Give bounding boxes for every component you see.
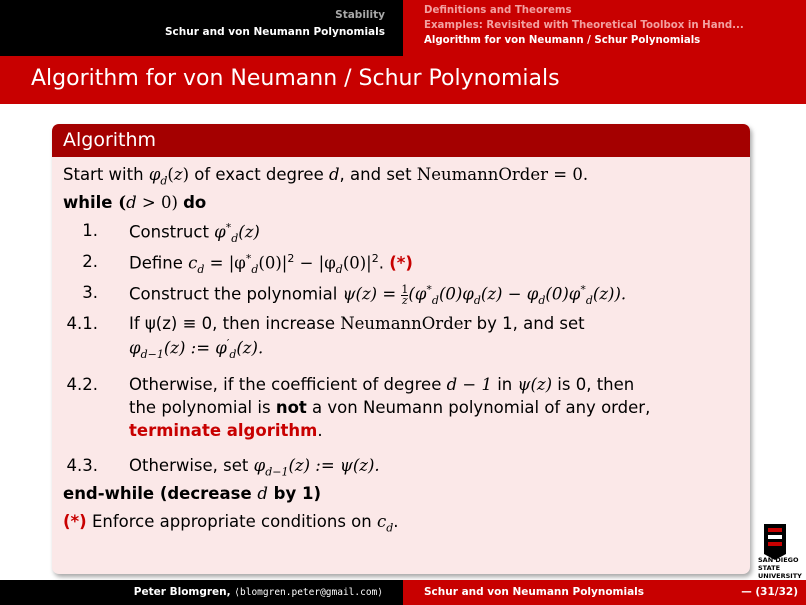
step-4-3-number: 4.3. — [66, 456, 98, 475]
step-4-3: Otherwise, set $\varphi_{d-1}(z)$ := ψ(z). — [129, 456, 380, 479]
step-4-2-line-3: terminate algorithm. — [129, 421, 323, 440]
header — [0, 0, 806, 56]
while-line: while (d > 0) do — [63, 193, 207, 212]
step-4-1-line-2: $\varphi_{d-1}(z)$ := $\varphi'_d(z)$. — [129, 337, 264, 361]
step-4-2-line-1: Otherwise, if the coefficient of degree d − 1 in ψ(z) is 0, then — [129, 375, 635, 394]
step-1: Construct $\varphi^*_d(z)$ — [129, 221, 260, 245]
footer-right — [403, 580, 806, 605]
footnote-line: (*) Enforce appropriate conditions on $c_d$. — [63, 512, 399, 535]
header-section[interactable]: Stability — [335, 9, 385, 21]
header-left — [0, 0, 403, 56]
step-3: Construct the polynomial ψ(z) = $\frac{1}{z}$ $(\varphi^*_d(0)\varphi_d(z) - \varphi_d(0)\varphi^*_d(z))$. — [129, 282, 627, 307]
header-subsection[interactable]: Schur and von Neumann Polynomials — [164, 26, 385, 38]
page-number: — (31/32) — [741, 586, 798, 598]
start-line: Start with $\varphi_d(z)$ of exact degree d, and set NeumannOrder = 0. — [63, 165, 589, 188]
nav-item-algorithm[interactable]: Algorithm for von Neumann / Schur Polynomials — [424, 35, 701, 46]
nav-item-examples[interactable]: Examples: Revisited with Theoretical Toolbox in Hand... — [424, 20, 744, 31]
step-4-1-line-1: If ψ(z) ≡ 0, then increase NeumannOrder by 1, and set — [129, 314, 585, 333]
footer-left — [0, 580, 403, 605]
footnote-mark: (*) — [389, 253, 413, 273]
frame-title: Algorithm for von Neumann / Schur Polynomials — [31, 66, 560, 91]
university-logo-text: SAN DIEGO STATE UNIVERSITY — [758, 556, 802, 580]
step-4-1-number: 4.1. — [66, 314, 98, 333]
footer-author: Peter Blomgren, ⟨blomgren.peter@gmail.com⟩ — [133, 586, 383, 598]
step-4-2-number: 4.2. — [66, 375, 98, 394]
nav-item-definitions[interactable]: Definitions and Theorems — [424, 5, 572, 16]
end-while-line: end-while (decrease d by 1) — [63, 484, 322, 503]
footer-title: Schur and von Neumann Polynomials — [424, 586, 645, 598]
step-2: Define $c_d = |\varphi^*_d(0)|^2 - |\varphi_d(0)|^2$. (*) — [129, 252, 413, 276]
step-4-2-line-2: the polynomial is not a von Neumann polynomial of any order, — [129, 398, 651, 417]
step-3-number: 3. — [82, 283, 98, 302]
terminate-algorithm-text: terminate algorithm — [129, 421, 318, 440]
frame-title-bar — [0, 56, 806, 104]
step-2-number: 2. — [82, 252, 98, 271]
algorithm-block — [52, 124, 750, 574]
step-1-number: 1. — [82, 221, 98, 240]
header-nav — [403, 0, 806, 56]
block-title: Algorithm — [52, 124, 750, 157]
footer — [0, 580, 806, 605]
footer-email: ⟨blomgren.peter@gmail.com⟩ — [234, 587, 383, 598]
